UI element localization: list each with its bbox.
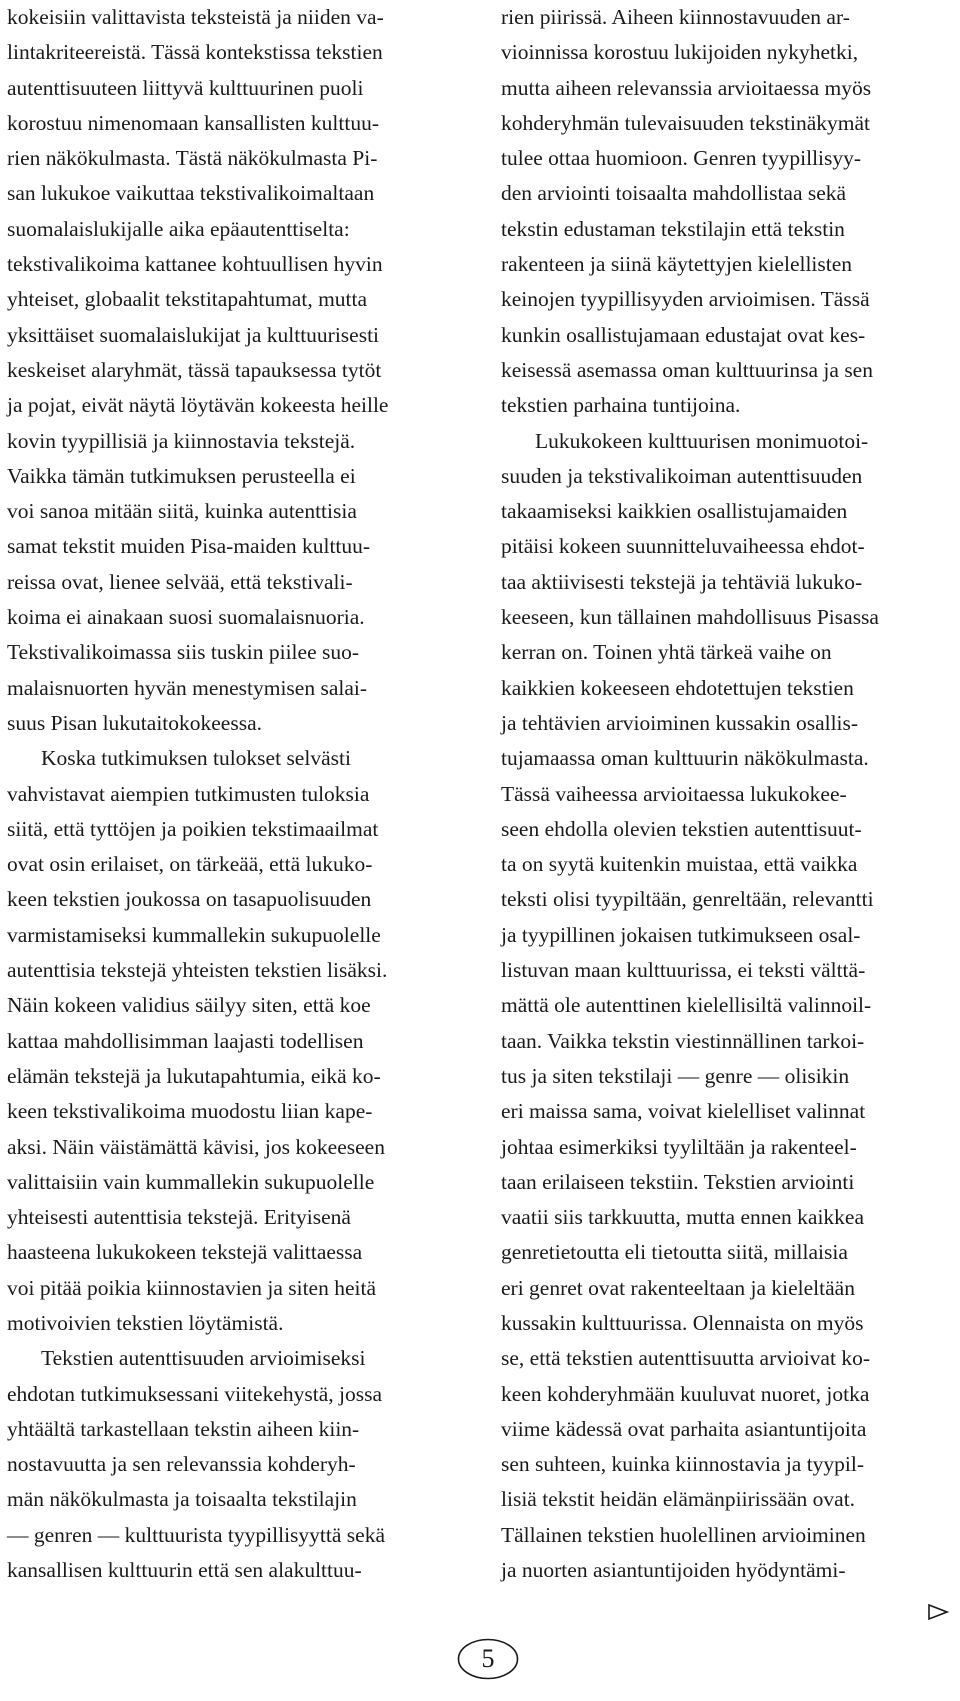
text-line: rien näkökulmasta. Tästä näkökulmasta Pi-	[7, 146, 378, 171]
text-line: varmistamiseksi kummallekin sukupuolelle	[7, 922, 381, 947]
text-line: ja tyypillinen jokaisen tutkimukseen osal-	[501, 922, 861, 947]
text-line: ovat osin erilaiset, on tärkeää, että lukuko-	[7, 852, 373, 877]
text-line: motivoivien tekstien löytämistä.	[7, 1310, 284, 1335]
text-line: valittaisiin vain kummallekin sukupuolelle	[7, 1169, 375, 1194]
text-line: nostavuutta ja sen relevanssia kohderyh-	[7, 1452, 356, 1477]
text-line: seen ehdolla olevien tekstien autenttisuut-	[501, 816, 862, 841]
text-line: vahvistavat aiempien tutkimusten tuloksia	[7, 781, 370, 806]
text-line: tujamaassa oman kulttuurin näkökulmasta.	[501, 746, 869, 771]
text-line: taan. Vaikka tekstin viestinnällinen tarkoi-	[501, 1028, 865, 1053]
text-line: suus Pisan lukutaitokokeessa.	[7, 710, 262, 735]
text-line: autenttisia tekstejä yhteisten tekstien lisäksi.	[7, 958, 388, 983]
text-line: voi pitää poikia kiinnostavien ja siten heitä	[7, 1275, 376, 1300]
text-line: haasteena lukukokeen tekstejä valittaessa	[7, 1240, 363, 1265]
text-line: genretietoutta eli tietoutta siitä, millaisia	[501, 1240, 848, 1265]
text-line: keeseen, kun tällainen mahdollisuus Pisassa	[501, 605, 879, 630]
text-line: voi sanoa mitään siitä, kuinka autenttisia	[7, 499, 357, 524]
text-line: johtaa esimerkiksi tyyliltään ja rakenteel-	[501, 1134, 857, 1159]
text-line: eri genret ovat rakenteeltaan ja kieleltään	[501, 1275, 855, 1300]
text-line: mutta aiheen relevanssia arvioitaessa myös	[501, 75, 872, 100]
text-line: viime kädessä ovat parhaita asiantuntijoita	[501, 1416, 867, 1441]
text-line: vaatii siis tarkkuutta, mutta ennen kaikkea	[501, 1205, 865, 1230]
text-line: sen suhteen, kuinka kiinnostavia ja tyypil-	[501, 1452, 865, 1477]
text-line: tulee ottaa huomioon. Genren tyypillisyy-	[501, 146, 862, 171]
text-line: kussakin kulttuurissa. Olennaista on myös	[501, 1310, 864, 1335]
text-line: tekstien parhaina tuntijoina.	[501, 393, 741, 418]
paragraph-start-line: Lukukokeen kulttuurisen monimuotoi-	[535, 428, 869, 453]
page-number: 5	[481, 1644, 495, 1673]
text-line: keisessä asemassa oman kulttuurinsa ja sen	[501, 357, 873, 382]
text-line: mättä ole autenttinen kielellisiltä valinnoil-	[501, 993, 872, 1018]
text-line: yhteiset, globaalit tekstitapahtumat, mutta	[7, 287, 368, 312]
text-line: ja tehtävien arvioiminen kussakin osallis-	[501, 710, 859, 735]
text-line: keen kohderyhmään kuuluvat nuoret, jotka	[501, 1381, 870, 1406]
paragraph-start-line: Koska tutkimuksen tulokset selvästi	[41, 746, 351, 771]
text-line: kohderyhmän tulevaisuuden tekstinäkymät	[501, 110, 870, 135]
text-line: tekstivalikoima kattanee kohtuullisen hyvin	[7, 252, 383, 277]
text-line: samat tekstit muiden Pisa-maiden kulttuu-	[7, 534, 371, 559]
text-line: kansallisen kulttuurin että sen alakulttuu-	[7, 1558, 362, 1583]
text-line: eri maissa sama, voivat kielelliset valinnat	[501, 1099, 866, 1124]
text-line: ja pojat, eivät näytä löytävän kokeesta heille	[7, 393, 389, 418]
text-line: keen tekstivalikoima muodostu liian kape-	[7, 1099, 373, 1124]
text-line: lisiä tekstit heidän elämänpiirissään ovat.	[501, 1487, 856, 1512]
text-line: se, että tekstien autenttisuutta arvioivat ko-	[501, 1346, 870, 1371]
text-line: elämän tekstejä ja lukutapahtumia, eikä ko-	[7, 1063, 381, 1088]
text-line: — genren — kulttuurista tyypillisyyttä sekä	[7, 1522, 385, 1547]
text-line: taa aktiivisesti tekstejä ja tehtäviä lukuko-	[501, 569, 863, 594]
text-line: malaisnuorten hyvän menestymisen salai-	[7, 675, 368, 700]
text-line: vioinnissa korostuu lukijoiden nykyhetki,	[501, 40, 859, 65]
text-line: Tekstivalikoimassa siis tuskin piilee suo-	[7, 640, 360, 665]
text-line: korostuu nimenomaan kansallisten kulttuu-	[7, 110, 380, 135]
text-line: rakenteen ja siinä käytettyjen kielellisten	[501, 252, 853, 277]
paragraph-start-line: Tekstien autenttisuuden arvioimiseksi	[41, 1346, 366, 1371]
text-line: tekstin edustaman tekstilajin että tekstin	[501, 216, 845, 241]
text-line: kunkin osallistujamaan edustajat ovat kes-	[501, 322, 866, 347]
text-line: ja nuorten asiantuntijoiden hyödyntämi-	[501, 1558, 846, 1583]
text-line: rien piirissä. Aiheen kiinnostavuuden ar-	[501, 5, 850, 29]
text-line: Vaikka tämän tutkimuksen perusteella ei	[7, 463, 356, 488]
text-line: yksittäiset suomalaislukijat ja kulttuurisesti	[7, 322, 380, 347]
text-line: kerran on. Toinen yhtä tärkeä vaihe on	[501, 640, 832, 665]
text-line: keen tekstien joukossa on tasapuolisuuden	[7, 887, 372, 912]
text-line: tus ja siten tekstilaji — genre — olisikin	[501, 1063, 850, 1088]
text-line: reissa ovat, lienee selvää, että tekstivali-	[7, 569, 353, 594]
text-line: Tällainen tekstien huolellinen arvioiminen	[501, 1522, 866, 1547]
text-line: autenttisuuteen liittyvä kulttuurinen puoli	[7, 75, 364, 100]
text-line: lintakriteereistä. Tässä kontekstissa tekstien	[7, 40, 383, 65]
text-line: Näin kokeen validius säilyy siten, että koe	[7, 993, 371, 1018]
text-line: aksi. Näin väistämättä kävisi, jos kokeeseen	[7, 1134, 385, 1159]
text-line: takaamiseksi kaikkien osallistujamaiden	[501, 499, 848, 524]
text-line: taan erilaiseen tekstiin. Tekstien arviointi	[501, 1169, 855, 1194]
text-line: Tässä vaiheessa arvioitaessa lukukokee-	[501, 781, 847, 806]
text-line: män näkökulmasta ja toisaalta tekstilajin	[7, 1487, 357, 1512]
continue-triangle-icon	[927, 1603, 949, 1621]
text-line: listuvan maan kulttuurissa, ei teksti välttä-	[501, 958, 866, 983]
text-line: teksti olisi tyypiltään, genreltään, relevantti	[501, 887, 874, 912]
text-line: suomalaislukijalle aika epäautenttiselta:	[7, 216, 350, 241]
text-line: keinojen tyypillisyyden arvioimisen. Tässä	[501, 287, 870, 312]
text-line: ehdotan tutkimuksessani viitekehystä, jossa	[7, 1381, 383, 1406]
text-line: kovin tyypillisiä ja kiinnostavia tekstejä.	[7, 428, 356, 453]
text-line: kattaa mahdollisimman laajasti todellisen	[7, 1028, 364, 1053]
text-line: yhtäältä tarkastellaan tekstin aiheen kiin-	[7, 1416, 360, 1441]
right-text-column	[501, 0, 953, 1588]
text-line: yhteisesti autenttisia tekstejä. Erityisenä	[7, 1205, 351, 1230]
text-line: ta on syytä kuitenkin muistaa, että vaikka	[501, 852, 858, 877]
text-line: keskeiset alaryhmät, tässä tapauksessa tytöt	[7, 357, 382, 382]
text-line: koima ei ainakaan suosi suomalaisnuoria.	[7, 605, 365, 630]
text-line: kaikkien kokeeseen ehdotettujen tekstien	[501, 675, 854, 700]
text-line: siitä, että tyttöjen ja poikien tekstimaailmat	[7, 816, 379, 841]
text-line: den arviointi toisaalta mahdollistaa sekä	[501, 181, 847, 206]
text-line: kokeisiin valittavista teksteistä ja niiden va-	[7, 5, 384, 29]
text-line: san lukukoe vaikuttaa tekstivalikoimaltaan	[7, 181, 375, 206]
left-text-column	[7, 0, 465, 1588]
text-line: pitäisi kokeen suunnitteluvaiheessa ehdot-	[501, 534, 865, 559]
text-line: suuden ja tekstivalikoiman autenttisuuden	[501, 463, 863, 488]
